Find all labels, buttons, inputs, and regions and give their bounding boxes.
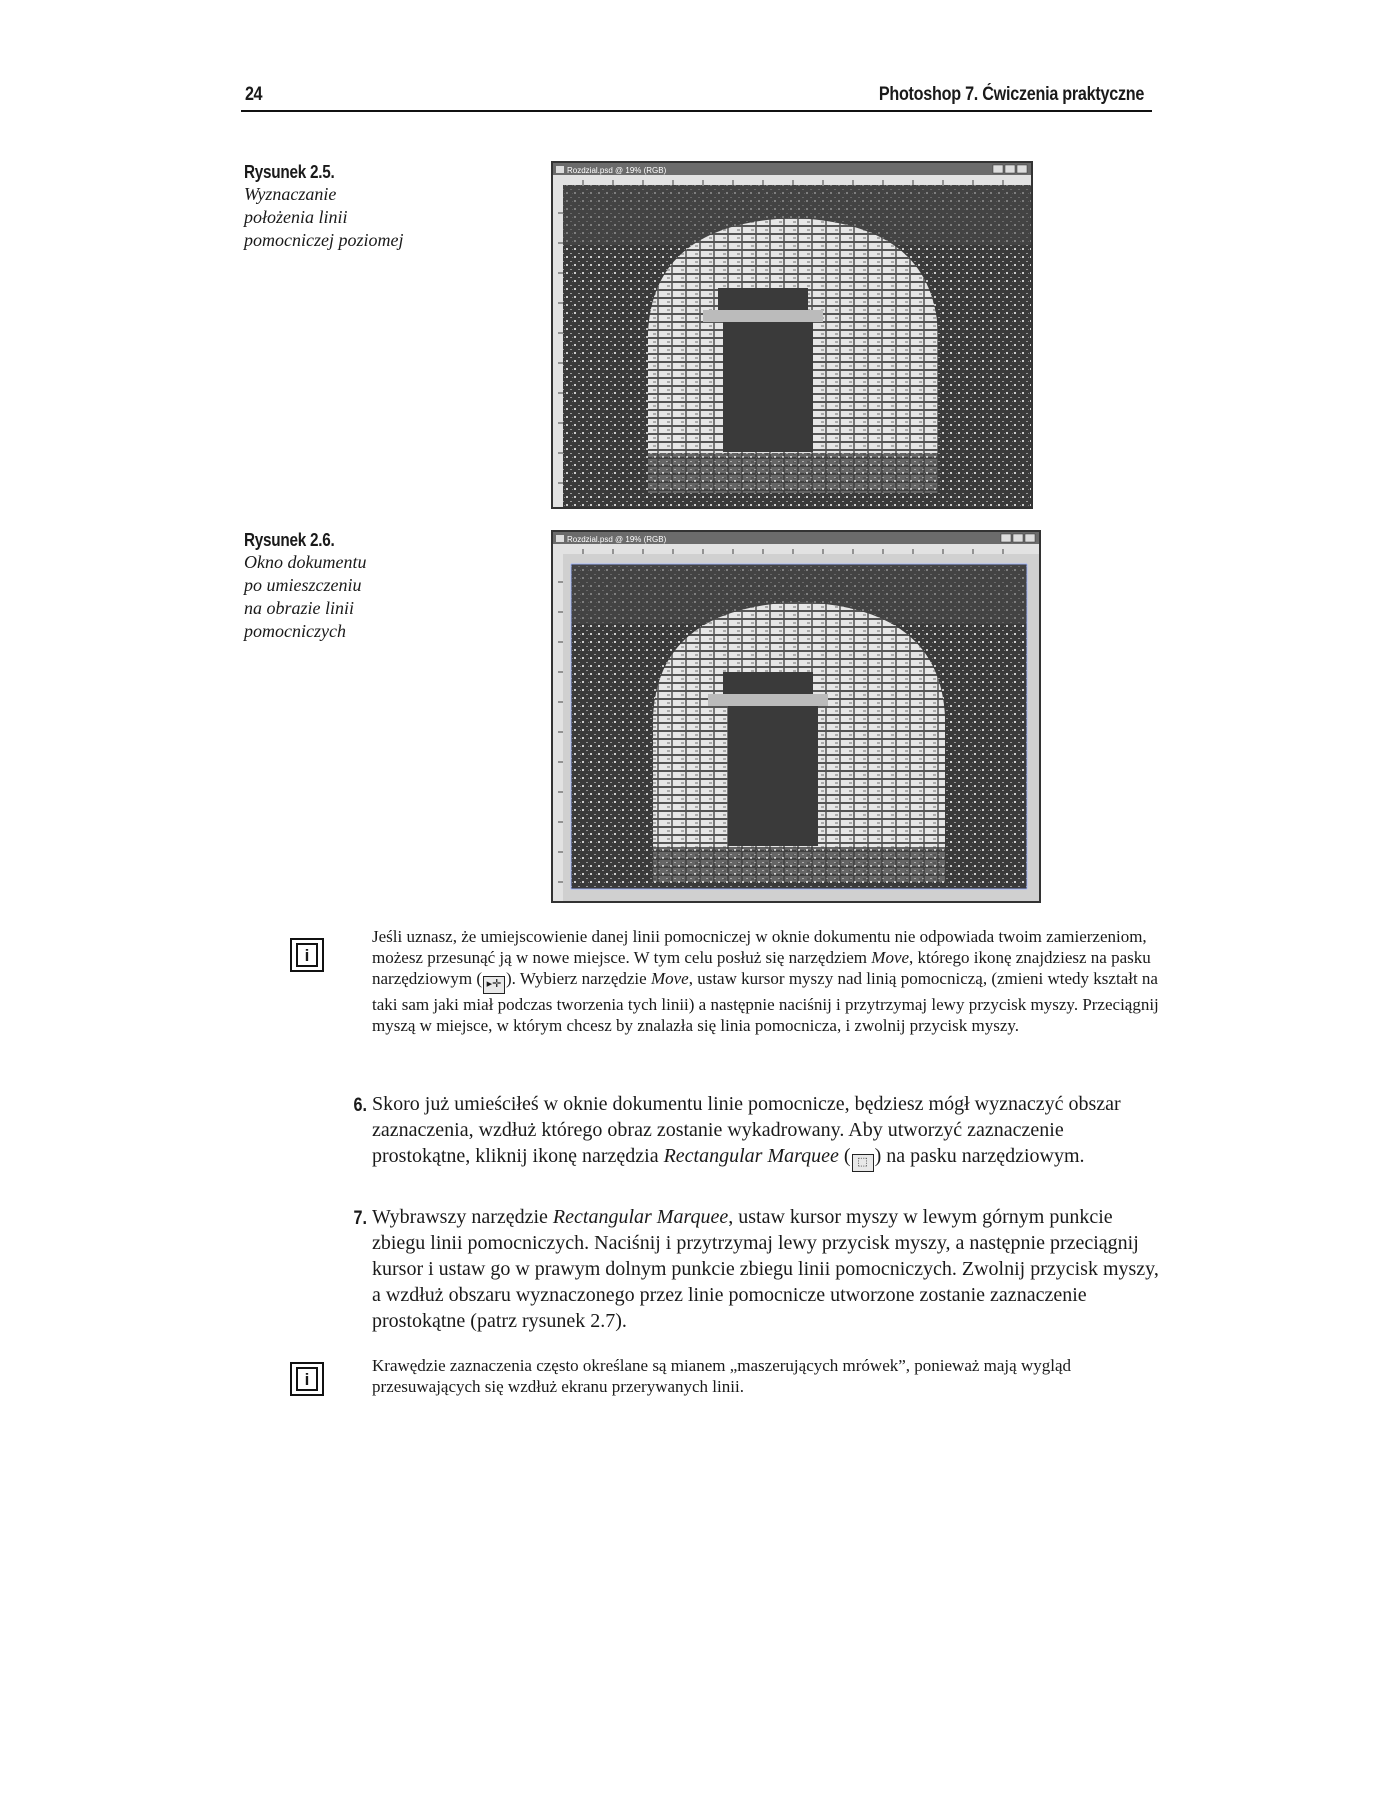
info-icon: i [290, 1362, 324, 1396]
figure-label: Rysunek 2.5. [244, 162, 335, 182]
caption-line: pomocniczych [244, 621, 346, 641]
info-icon: i [290, 938, 324, 972]
step-6-text: Skoro już umieściłeś w oknie dokumentu linie pomocnicze, będziesz mógł wyznaczyć obszar zaznaczenia, wzdłuż którego obraz zostanie wykadrowany. Aby utworzyć zaznaczenie prostokątne, kliknij ikonę narzędzia Rectangular Marquee ( ⬚ ) na pasku narzędziowym. [372, 1091, 1162, 1172]
step-number: 6. [353, 1095, 367, 1116]
step-7-text: Wybrawszy narzędzie Rectangular Marquee, ustaw kursor myszy w lewym górnym punkcie zbiegu linii pomocniczych. Naciśnij i przytrzymaj lewy przycisk myszy, a następnie przeciągnij kursor i ustaw go w prawym dolnym punkcie zbiegu linii pomocniczych. Zwolnij przycisk myszy, a wzdłuż obszaru wyznaczonego przez linie pomocnicze utworzone zostanie zaznaczenie prostokątne (patrz rysunek 2.7). [372, 1206, 1159, 1332]
figure-2-6-document-window [551, 530, 1041, 903]
note-paragraph: Jeśli uznasz, że umiejscowienie danej linii pomocniczej w oknie dokumentu nie odpowiada twoim zamierzeniom, możesz przesunąć ją w nowe miejsce. W tym celu posłuż się narzędziem Move, którego ikonę znajdziesz na pasku narzędziowym ( ▸✛ ). Wybierz narzędzie Move, ustaw kursor myszy nad linią pomocniczą, (zmieni wtedy kształt na taki sam jaki miał podczas tworzenia tych linii) a następnie naciśnij i przytrzymaj lewy przycisk myszy. Przeciągnij myszą w miejsce, w którym chcesz by znalazła się linia pomocnicza, i zwolnij przycisk myszy. [372, 927, 1159, 1035]
caption-line: na obrazie linii [244, 598, 355, 618]
photoshop-window-illustration [553, 532, 1039, 901]
header-rule [241, 110, 1152, 112]
page-number: 24 [245, 84, 263, 105]
figure-caption-text [244, 183, 464, 252]
svg-text:Rozdzial.psd @ 19% (RGB): Rozdzial.psd @ 19% (RGB) [567, 166, 667, 175]
step-number: 7. [353, 1208, 367, 1229]
rectangular-marquee-icon: ⬚ [852, 1154, 874, 1172]
caption-line: pomocniczej poziomej [244, 230, 404, 250]
figure-caption-2-5 [244, 162, 464, 252]
running-header-title: Photoshop 7. Ćwiczenia praktyczne [878, 84, 1144, 105]
caption-line: Okno dokumentu [244, 552, 367, 572]
svg-text:Rozdzial.psd @ 19% (RGB): Rozdzial.psd @ 19% (RGB) [567, 535, 667, 544]
caption-line: po umieszczeniu [244, 575, 362, 595]
figure-2-5-document-window [551, 161, 1033, 509]
caption-line: położenia linii [244, 207, 348, 227]
photoshop-window-illustration [553, 163, 1031, 507]
caption-line: Wyznaczanie [244, 184, 337, 204]
note-paragraph: Krawędzie zaznaczenia często określane są mianem „maszerujących mrówek”, ponieważ mają wygląd przesuwających się wzdłuż ekranu przerywanych linii. [372, 1356, 1072, 1396]
figure-caption-2-6 [244, 530, 464, 643]
figure-label: Rysunek 2.6. [244, 530, 335, 550]
move-tool-icon: ▸✛ [483, 976, 505, 994]
figure-caption-text [244, 551, 464, 643]
